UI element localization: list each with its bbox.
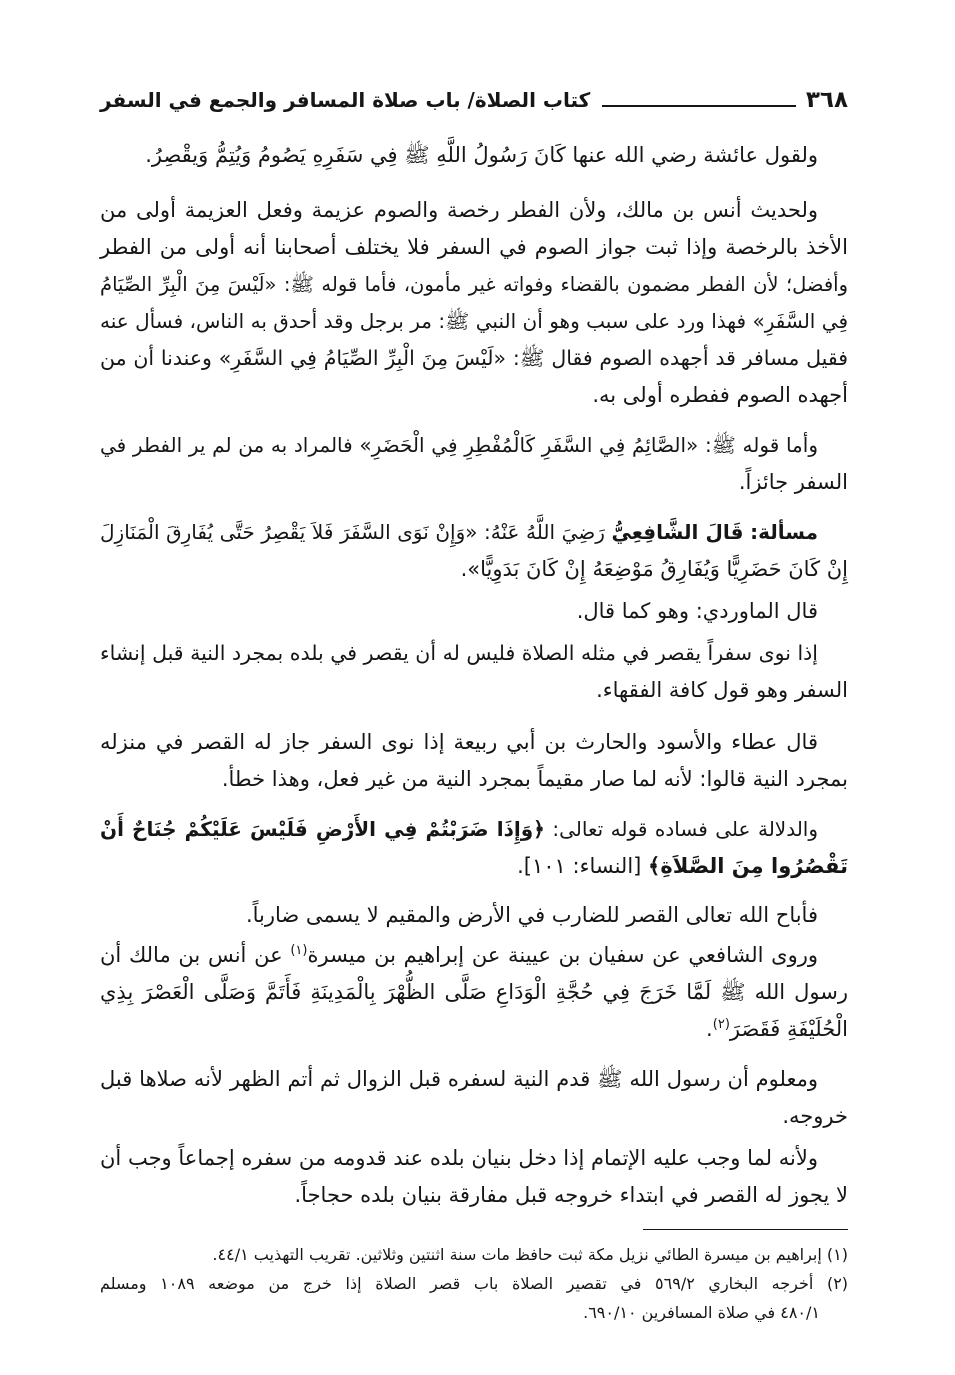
page-number: ٣٦٨ [805,87,848,113]
text-line: إِنْ كَانَ حَضَرِيًّا وَيُفَارِقُ مَوْضِعَهُ إِنْ كَانَ بَدَوِيًّا». [460,557,848,581]
quran-verse: ﴿وَإِذَا ضَرَبْتُمْ فِي الأَرْضِ فَلَيْسَ عَلَيْكُمْ جُنَاحٌ أَنْ [100,817,545,841]
text-line: السفر جائزاً. [738,470,848,494]
paragraph [100,1140,848,1214]
paragraph [100,724,848,798]
body-text [100,137,848,1214]
text-line [100,937,848,974]
text-line: ولقول عائشة رضي الله عنها كَانَ رَسُولُ اللَّهِ ﷺ فِي سَفَرِهِ يَصُومُ وَيُتِمُّ وَيقْصِرُ. [145,143,818,167]
issue-label: مسألة: [750,520,818,544]
paragraph [100,1061,848,1135]
quoted-text: رَضِيَ اللَّهُ عَنْهُ: «وَإِنْ نَوَى السَّفَرَ فَلاَ يَقْصِرُ حَتَّى يُفَارِقَ الْمَنَازِلَ [100,520,605,544]
text-segment: وروى الشافعي عن سفيان بن عيينة عن إبراهيم بن ميسرة [307,943,819,967]
text-line [100,514,848,551]
paragraph [100,635,848,709]
running-header [100,82,848,116]
footnote-ref: (٢) [712,1017,730,1032]
footnote-text: إبراهيم بن ميسرة الطائي نزيل مكة ثبت حافظ مات سنة اثنتين وثلاثين. تقريب التهذيب ٤٤/١. [212,1245,822,1264]
text-line: فِي السَّفَرِ» فهذا ورد على سبب وهو أن النبي ﷺ: مر برجل وقد أحدق به الناس، فسأل عنه [100,309,848,333]
text-line: ولأنه لما وجب عليه الإتمام إذا دخل بنيان بلده عند قدومه من سفره إجماعاً وجب أن [100,1146,818,1170]
footnote-ref: (١) [290,943,308,958]
text-segment: الْحُلَيْفَةِ فَقَصَرَ [729,1017,848,1041]
issue-paragraph [100,514,848,588]
text-line: السفر وهو قول كافة الفقهاء. [596,678,848,702]
text-line: لا يجوز له القصر في ابتداء خروجه قبل مفارقة بنيان بلده حجاجاً. [294,1183,848,1207]
footnotes [100,1240,848,1327]
text-line: ومعلوم أن رسول الله ﷺ قدم النية لسفره قبل الزوال ثم أتم الظهر لأنه صلاها قبل [100,1067,818,1091]
header-rule [602,105,796,107]
text-line [100,1011,848,1048]
text-line: قال عطاء والأسود والحارث بن أبي ربيعة إذا نوى السفر جاز له القصر في منزله [100,730,818,754]
text-line: وأفضل؛ لأن الفطر مضمون بالقضاء وفواته غير مأمون، فأما قوله ﷺ: «لَيْسَ مِنَ الْبِرِّ الصِّيَامُ [100,273,848,296]
footnote-2 [100,1269,848,1298]
text-segment: . [706,1017,713,1041]
footnote-separator [643,1229,848,1230]
text-line: أجهده الصوم ففطره أولى به. [592,383,848,407]
text-line: ولحديث أنس بن مالك، ولأن الفطر رخصة والصوم عزيمة وفعل العزيمة أولى من [100,198,818,222]
footnote-text: أخرجه البخاري ٥٦٩/٢ في تقصير الصلاة باب قصر الصلاة إذا خرج من موضعه ١٠٨٩ ومسلم [100,1274,814,1293]
paragraph [100,137,848,174]
text-line: فقيل مسافر قد أجهده الصوم فقال ﷺ: «لَيْسَ مِنَ الْبِرِّ الصِّيَامُ فِي السَّفَرِ» وعندنا أن من [100,346,848,370]
paragraph [100,427,848,501]
text-line [100,811,848,848]
text-line [100,848,848,885]
footnote-2-continuation: ٤٨٠/١ في صلاة المسافرين ٦٩٠/١٠. [583,1303,820,1322]
text-line: قال الماوردي: وهو كما قال. [576,599,818,623]
verse-citation: [النساء: ١٠١]. [517,854,642,878]
hadith-paragraph [100,937,848,1048]
text-line: وأما قوله ﷺ: «الصَّائِمُ فِي السَّفَرِ كَالْمُفْطِرِ فِي الْحَضَرِ» فالمراد به من لم ير الفطر في [100,433,818,457]
footnote-marker: (١) [826,1245,848,1264]
text-segment: عن أنس بن مالك أن [100,943,283,967]
text-line: فأباح الله تعالى القصر للضارب في الأرض والمقيم لا يسمى ضارباً. [245,903,818,927]
text-line: إذا نوى سفراً يقصر في مثله الصلاة فليس له أن يقصر في بلده بمجرد النية قبل إنشاء [100,641,818,665]
quran-paragraph [100,811,848,885]
text-line: بمجرد النية قالوا: لأنه لما صار مقيماً بمجرد النية من غير فعل، وهذا خطأ. [221,767,848,791]
text-line: الأخذ بالرخصة وإذا ثبت جواز الصوم في السفر فلا يختلف أصحابنا أنه أولى من الفطر [100,235,848,259]
running-title: كتاب الصلاة/ باب صلاة المسافر والجمع في السفر [100,88,591,112]
attribution: قَالَ الشَّافِعِيُّ [611,520,744,544]
quran-verse: تَقْصُرُوا مِنَ الصَّلاَةِ﴾ [648,854,848,878]
paragraph [100,192,848,414]
paragraph [100,593,848,630]
text-line: رسول الله ﷺ لَمَّا خَرَجَ فِي حُجَّةِ الْوَدَاعِ صَلَّى الظُّهْرَ بِالْمَدِينَةِ فَأَتَمَّ وَصَلَّى الْعَصْرَ بِذِي [100,980,848,1004]
footnote-marker: (٢) [826,1274,849,1293]
verse-intro: والدلالة على فساده قوله تعالى: [552,817,819,841]
footnote-1 [100,1240,848,1269]
text-line: خروجه. [782,1104,848,1128]
paragraph [100,897,848,934]
